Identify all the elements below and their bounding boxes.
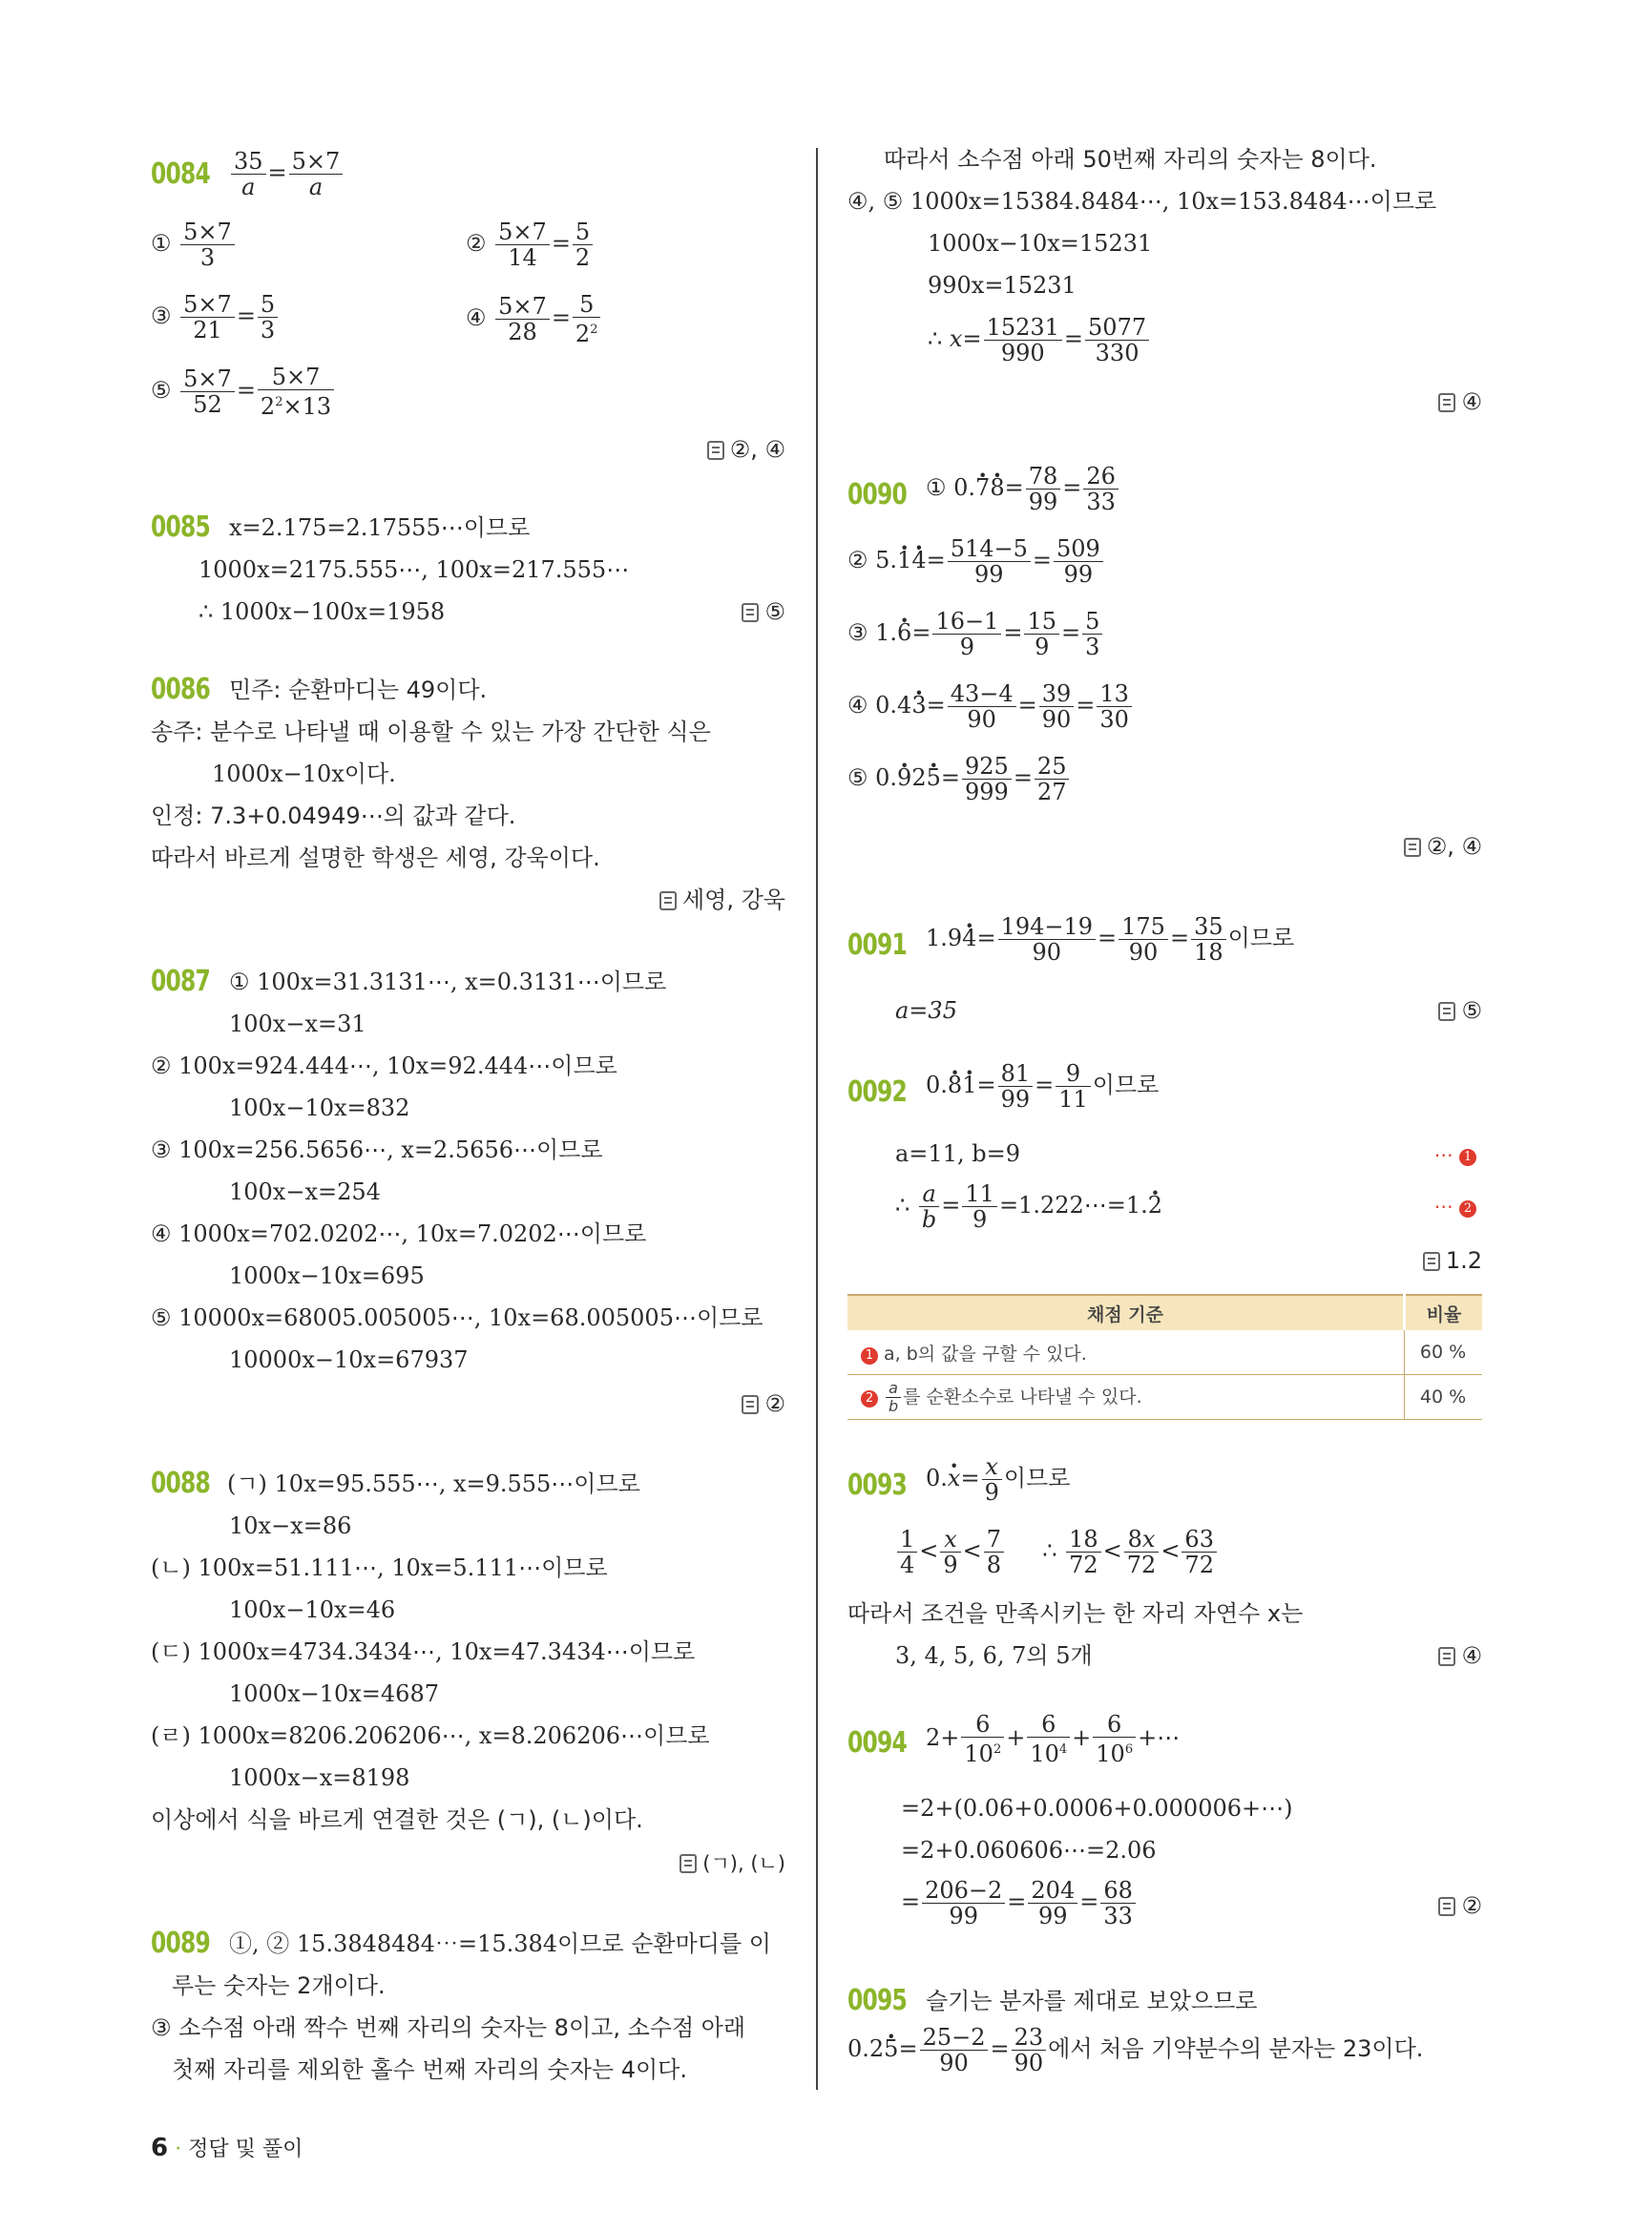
grading-criteria-table — [847, 1294, 1482, 1420]
solution-0087-line: ③ 100x=256.5656⋯, x=2.5656⋯이므로 — [151, 1136, 603, 1163]
criteria-header: 채점 기준 — [847, 1295, 1405, 1330]
table-row — [847, 1330, 1482, 1375]
answer-0093: ④ — [1438, 1641, 1482, 1670]
answer-0087: ② — [742, 1389, 785, 1418]
solution-0093-line4: 3, 4, 5, 6, 7의 5개 — [895, 1642, 1093, 1669]
solution-0087-line: 1000x−10x=695 — [229, 1262, 425, 1289]
problem-number-0090: 0090 — [847, 478, 908, 511]
solution-0094-line1: 2+ $\frac{6}{10^2}$ + $\frac{6}{10^4}$ + $\frac{6}{10^6}$ +⋯ — [926, 1711, 1181, 1767]
solution-0089-cont-line3: 1000x−10x=15231 — [928, 230, 1153, 257]
solution-0091-line1: 1.94 ·= $\frac{194-19}{90}$ = $\frac{175}{90}$ = $\frac{35}{18}$ 이므로 — [926, 914, 1294, 965]
solution-0095-line1: 슬기는 분자를 제대로 보았으므로 — [926, 1988, 1258, 2014]
solution-0086-line2: 송주: 분수로 나타낼 때 이용할 수 있는 가장 간단한 식은 — [151, 719, 711, 745]
solution-0088-line: (ㄷ) 1000x=4734.3434⋯, 10x=47.3434⋯이므로 — [151, 1638, 696, 1665]
solution-0090-opt4: ④ 0.43 ·= $\frac{43-4}{90}$ = $\frac{39}{90}$ = $\frac{13}{30}$ — [847, 681, 1134, 732]
solution-0087-line: ① 100x=31.3131⋯, x=0.3131⋯이므로 — [229, 969, 667, 995]
answer-0092: 1.2 — [1423, 1246, 1482, 1275]
solution-0087-line: ② 100x=924.444⋯, 10x=92.444⋯이므로 — [151, 1053, 617, 1079]
page-footer: 6 · 정답 및 풀이 — [151, 2134, 303, 2162]
solution-0091-line2: a=35 — [895, 997, 957, 1024]
solution-0089-line4: 첫째 자리를 제외한 홀수 번째 자리의 숫자는 4이다. — [172, 2056, 687, 2083]
answer-0094: ② — [1438, 1891, 1482, 1920]
criteria-cell: 2 $\frac{a}{b}$ 를 순환소수로 나타낼 수 있다. — [847, 1375, 1405, 1420]
solution-0089-line3: ③ 소수점 아래 짝수 번째 자리의 숫자는 8이고, 소수점 아래 — [151, 2014, 746, 2041]
page-number: 6 — [151, 2134, 169, 2162]
solution-0088-line: (ㄹ) 1000x=8206.206206⋯, x=8.206206⋯이므로 — [151, 1722, 710, 1749]
footer-title: 정답 및 풀이 — [188, 2137, 303, 2161]
ratio-header: 비율 — [1405, 1295, 1483, 1330]
answer-0088: (ㄱ), (ㄴ) — [680, 1849, 785, 1878]
problem-number-0091: 0091 — [847, 928, 908, 962]
answer-icon — [1438, 1647, 1455, 1666]
problem-number-0086: 0086 — [151, 673, 211, 706]
solution-0089-line2: 루는 숫자는 2개이다. — [172, 1972, 386, 1999]
solution-0087-line: 100x−x=254 — [229, 1178, 381, 1205]
solution-0085-line1: x=2.175=2.17555⋯이므로 — [229, 514, 531, 541]
solution-0095-line2: 0.25 ·= $\frac{25-2}{90}$ = $\frac{23}{90}$ 에서 처음 기약분수의 분자는 23이다. — [847, 2025, 1423, 2075]
solution-0088-line: 100x−10x=46 — [229, 1596, 396, 1623]
answer-0085: ⑤ — [742, 597, 785, 626]
solution-0090-opt3: ③ 1.6 ·= $\frac{16-1}{9}$ = $\frac{15}{9}$ = $\frac{5}{3}$ — [847, 609, 1104, 659]
solution-0089-cont-line2: ④, ⑤ 1000x=15384.8484⋯, 10x=153.8484⋯이므로 — [847, 188, 1437, 215]
answer-0091: ⑤ — [1438, 996, 1482, 1025]
solution-0084-opt2: ② $\frac{5\times 7}{14}$ = $\frac{5}{2}$ — [466, 219, 595, 270]
solution-0088-line: 10x−x=86 — [229, 1512, 352, 1539]
problem-number-0092: 0092 — [847, 1075, 908, 1109]
solution-0090-opt5: ⑤ 0.9 ·25 ·= $\frac{925}{999}$ = $\frac{25}{27}$ — [847, 754, 1071, 804]
solution-0087-line: ⑤ 10000x=68005.005005⋯, 10x=68.005005⋯이므로 — [151, 1304, 763, 1331]
solution-0084-opt3: ③ $\frac{5\times 7}{21}$ = $\frac{5}{3}$ — [151, 292, 280, 343]
solution-0085-line2: 1000x=2175.555⋯, 100x=217.555⋯ — [199, 556, 630, 583]
solution-0090-opt1: ① 0.7 ·8 ·= $\frac{78}{99}$ = $\frac{26}{33}$ — [926, 464, 1120, 514]
solution-0092-line2: a=11, b=9 — [895, 1140, 1020, 1167]
problem-number-0095: 0095 — [847, 1984, 908, 2017]
solution-0094-line2: =2+(0.06+0.0006+0.000006+⋯) — [901, 1795, 1293, 1822]
step-marker-2: ⋯ 2 — [1434, 1191, 1482, 1220]
solution-0086-line1: 민주: 순환마디는 49이다. — [229, 677, 488, 703]
table-row — [847, 1375, 1482, 1420]
solution-0088-line: (ㄴ) 100x=51.111⋯, 10x=5.111⋯이므로 — [151, 1554, 608, 1581]
solution-0084-opt5: ⑤ $\frac{5\times 7}{52}$ = $\frac{5\times 7}{2^2\times 13}$ — [151, 365, 336, 419]
answer-icon — [707, 441, 724, 460]
solution-0093-line3: 따라서 조건을 만족시키는 한 자리 자연수 x는 — [847, 1600, 1304, 1627]
problem-number-0094: 0094 — [847, 1726, 908, 1760]
problem-number-0087: 0087 — [151, 965, 211, 998]
answer-icon — [1438, 1002, 1455, 1021]
answer-icon — [1423, 1252, 1440, 1271]
solution-0090-opt2: ② 5.1 ·4 ·= $\frac{514-5}{99}$ = $\frac{509}{99}$ — [847, 536, 1105, 587]
solution-0085-line3: ∴ 1000x−100x=1958 — [199, 598, 446, 625]
answer-0084: ②, ④ — [707, 435, 785, 464]
answer-0090: ②, ④ — [1404, 832, 1482, 861]
answer-icon — [659, 891, 677, 910]
problem-number-0088: 0088 — [151, 1467, 211, 1500]
answer-icon — [1404, 838, 1421, 857]
answer-icon — [742, 603, 759, 622]
solution-0084-line1: $\frac{35}{a}$ = $\frac{5\times 7}{a}$ — [229, 149, 345, 199]
solution-0088-line: 1000x−10x=4687 — [229, 1680, 439, 1707]
solution-0088-line: 1000x−x=8198 — [229, 1764, 410, 1791]
solution-0089-cont-line1: 따라서 소수점 아래 50번째 자리의 숫자는 8이다. — [884, 146, 1377, 173]
ratio-cell: 40 % — [1405, 1375, 1483, 1420]
problem-number-0084: 0084 — [151, 157, 211, 191]
problem-number-0089: 0089 — [151, 1927, 211, 1960]
solution-0087-line: ④ 1000x=702.0202⋯, 10x=7.0202⋯이므로 — [151, 1220, 647, 1247]
solution-0087-line: 100x−10x=832 — [229, 1095, 410, 1121]
step-marker-1: ⋯ 1 — [1434, 1139, 1482, 1169]
solution-0088-line: (ㄱ) 10x=95.555⋯, x=9.555⋯이므로 — [227, 1470, 640, 1497]
answer-icon — [1438, 393, 1455, 412]
solution-0089-line1: ①, ② 15.3848484⋯=15.384이므로 순환마디를 이 — [229, 1930, 771, 1957]
answer-0089: ④ — [1438, 387, 1482, 416]
column-divider — [816, 148, 818, 2090]
answer-icon — [1438, 1897, 1455, 1916]
answer-0086: 세영, 강욱 — [659, 886, 785, 914]
solution-0084-opt1: ① $\frac{5\times 7}{3}$ — [151, 219, 237, 270]
solution-0092-line3: ∴ $\frac{a}{b}$ = $\frac{11}{9}$ =1.222⋯=1.2 · — [895, 1181, 1162, 1232]
problem-number-0085: 0085 — [151, 511, 211, 544]
answer-icon — [680, 1854, 697, 1873]
criteria-cell: 1 a, b의 값을 구할 수 있다. — [847, 1330, 1405, 1375]
solution-0088-line: 이상에서 식을 바르게 연결한 것은 (ㄱ), (ㄴ)이다. — [151, 1806, 643, 1833]
solution-0094-line4: = $\frac{206-2}{99}$ = $\frac{204}{99}$ = $\frac{68}{33}$ — [901, 1878, 1138, 1929]
solution-0093-line1: 0.x ·= $\frac{x}{9}$ 이므로 — [926, 1454, 1070, 1505]
solution-0094-line3: =2+0.060606⋯=2.06 — [901, 1837, 1157, 1864]
solution-0092-line1: 0.8 ·1 ·= $\frac{81}{99}$ = $\frac{9}{11}$ 이므로 — [926, 1061, 1159, 1112]
solution-0089-cont-line5: ∴ x= $\frac{15231}{990}$ = $\frac{5077}{330}$ — [928, 315, 1151, 365]
solution-0087-line: 100x−x=31 — [229, 1011, 366, 1037]
ratio-cell: 60 % — [1405, 1330, 1483, 1375]
problem-number-0093: 0093 — [847, 1469, 908, 1502]
solution-0084-opt4: ④ $\frac{5\times 7}{28}$ = $\frac{5}{2^2}$ — [466, 292, 602, 346]
solution-0087-line: 10000x−10x=67937 — [229, 1346, 469, 1373]
solution-0086-line5: 따라서 바르게 설명한 학생은 세영, 강욱이다. — [151, 844, 600, 871]
solution-0089-cont-line4: 990x=15231 — [928, 272, 1077, 299]
solution-0086-line3: 1000x−10x이다. — [212, 761, 396, 787]
solution-0093-line2: $\frac{1}{4}$ < $\frac{x}{9}$ < $\frac{7}{8}$ ∴ $\frac{18}{72}$ < $\frac{8x}{72}$ < $\frac{63}{72}$ — [895, 1527, 1219, 1577]
answer-icon — [742, 1395, 759, 1414]
solution-0086-line4: 인정: 7.3+0.04949⋯의 값과 같다. — [151, 803, 516, 829]
